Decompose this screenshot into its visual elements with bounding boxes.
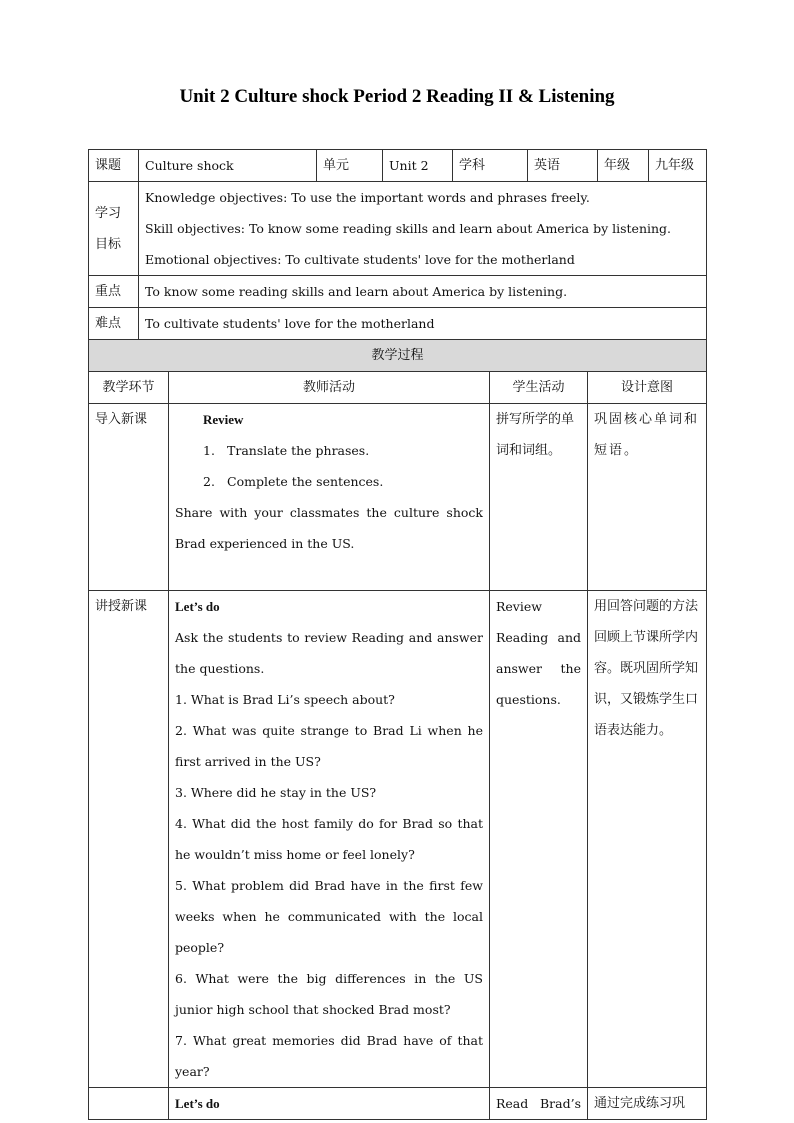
lets-do-heading: Let’s do <box>175 599 220 614</box>
student-activity-cell: 拼写所学的单词和词组。 <box>490 404 588 591</box>
share-instruction: Share with your classmates the culture shock Brad experienced in the US. <box>175 505 483 551</box>
col-teacher-header: 教师活动 <box>169 372 490 404</box>
unit-label: 单元 <box>317 150 383 182</box>
design-intent-cell: 通过完成练习巩 <box>588 1088 707 1120</box>
question-1: 1. What is Brad Li’s speech about? <box>175 692 395 707</box>
key-point-label: 重点 <box>89 276 139 308</box>
emotional-objective: Emotional objectives: To cultivate students' love for the motherland <box>145 252 575 267</box>
question-4: 4. What did the host family do for Brad so that he wouldn’t miss home or feel lonely? <box>175 816 483 862</box>
teacher-activity-cell <box>169 591 490 1088</box>
subject-value: 英语 <box>528 150 598 182</box>
question-2: 2. What was quite strange to Brad Li when he first arrived in the US? <box>175 723 483 769</box>
subject-label: 学科 <box>453 150 528 182</box>
list-item: 2. Complete the sentences. <box>203 474 384 489</box>
col-intent-header: 设计意图 <box>588 372 707 404</box>
unit-value: Unit 2 <box>383 150 453 182</box>
question-3: 3. Where did he stay in the US? <box>175 785 377 800</box>
lesson-info-table <box>88 149 707 340</box>
process-header: 教学过程 <box>89 340 707 372</box>
grade-value: 九年级 <box>649 150 707 182</box>
question-7: 7. What great memories did Brad have of that year? <box>175 1033 483 1079</box>
col-student-header: 学生活动 <box>490 372 588 404</box>
teaching-process-table <box>88 339 707 1120</box>
student-activity-cell: Read Brad’s <box>490 1088 588 1120</box>
design-intent-cell: 用回答问题的方法回顾上节课所学内容。既巩固所学知识，又锻炼学生口语表达能力。 <box>588 591 707 1088</box>
skill-objective: Skill objectives: To know some reading skills and learn about America by listening. <box>145 221 672 236</box>
question-5: 5. What problem did Brad have in the first few weeks when he communicated with the local people? <box>175 878 483 955</box>
stage-cell <box>89 1088 169 1120</box>
review-heading: Review <box>203 412 244 427</box>
objectives-label: 学习 目标 <box>89 182 139 276</box>
student-activity-cell: Review Reading and answer the questions. <box>490 591 588 1088</box>
document-title: Unit 2 Culture shock Period 2 Reading II & Listening <box>179 86 615 107</box>
lets-do-heading: Let’s do <box>169 1088 490 1120</box>
question-6: 6. What were the big differences in the US junior high school that shocked Brad most? <box>175 971 483 1017</box>
knowledge-objective: Knowledge objectives: To use the important words and phrases freely. <box>145 190 590 205</box>
table-row <box>89 591 707 1088</box>
table-row <box>89 1088 707 1120</box>
design-intent-cell: 巩固核心单词和短语。 <box>588 404 707 591</box>
table-row <box>89 404 707 591</box>
grade-label: 年级 <box>598 150 649 182</box>
teacher-activity-cell <box>169 404 490 591</box>
stage-cell: 导入新课 <box>89 404 169 591</box>
col-stage-header: 教学环节 <box>89 372 169 404</box>
difficulty-value: To cultivate students' love for the motherland <box>139 308 707 340</box>
objectives-content <box>139 182 707 276</box>
topic-label: 课题 <box>89 150 139 182</box>
teacher-intro: Ask the students to review Reading and answer the questions. <box>175 630 483 676</box>
key-point-value: To know some reading skills and learn about America by listening. <box>139 276 707 308</box>
topic-value: Culture shock <box>139 150 317 182</box>
difficulty-label: 难点 <box>89 308 139 340</box>
list-item: 1. Translate the phrases. <box>203 443 370 458</box>
stage-cell: 讲授新课 <box>89 591 169 1088</box>
